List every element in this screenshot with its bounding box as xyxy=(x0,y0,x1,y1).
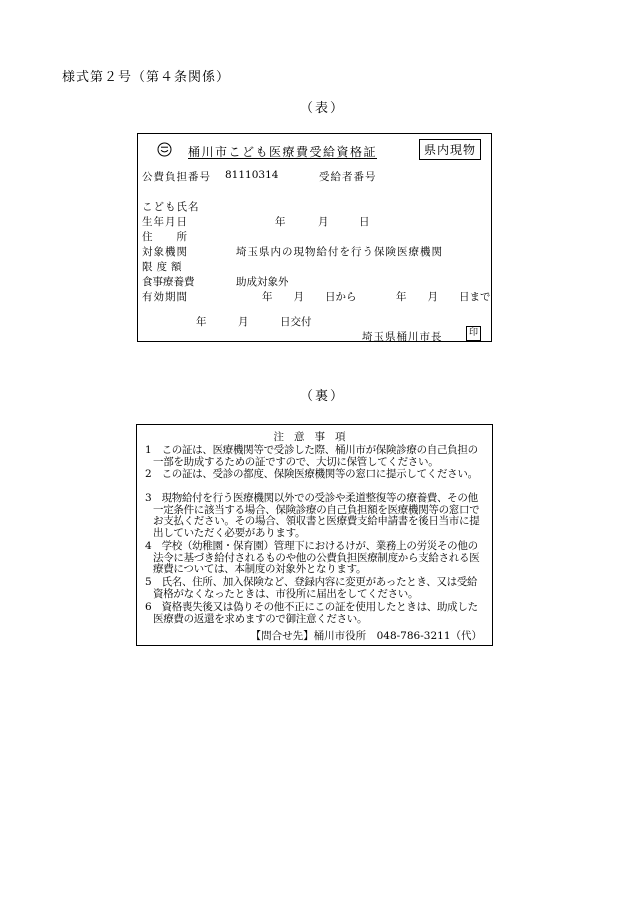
address-label: 住 所 xyxy=(142,231,188,243)
validity-period-from: 年 月 日から xyxy=(262,291,357,303)
child-name-label: こども氏名 xyxy=(142,201,200,213)
qualification-card-front xyxy=(137,133,492,342)
card-title: 桶川市こども医療費受給資格証 xyxy=(188,145,378,159)
target-institution-value: 埼玉県内の現物給付を行う保険医療機関 xyxy=(236,246,443,258)
birth-month-unit: 月 xyxy=(318,216,329,228)
notice-item: 2 この証は、受診の都度、保険医療機関等の窓口に提示してください。 xyxy=(145,468,478,480)
back-side-label: （裏） xyxy=(300,389,346,404)
issue-date: 年 月 日交付 xyxy=(196,316,312,328)
contact-info: 【問合せ先】桶川市役所 048-786-3211（代） xyxy=(250,630,482,642)
burden-number-value: 81110314 xyxy=(225,169,279,181)
meal-cost-value: 助成対象外 xyxy=(236,276,289,288)
notice-heading: 注意事項 xyxy=(273,431,356,443)
notice-item: 4 学校（幼稚園・保育園）管理下におけるけが、業務上の労災その他の法令に基づき給付されるものや他の公費負担医療制度から支給される医療費については、本制度の対象外となります。 xyxy=(145,540,480,575)
recipient-number-label: 受給者番号 xyxy=(319,171,377,183)
birth-day-unit: 日 xyxy=(359,216,370,228)
notice-item: 3 現物給付を行う医療機関以外での受診や柔道整復等の療養費、その他一定条件に該当する場合、保険診療の自己負担額を医療機関等の窓口でお支払ください。その場合、領収書と医療費支給申請書を後日当市に提出していただく必要があります。 xyxy=(145,492,480,539)
city-emblem-icon xyxy=(157,142,172,157)
official-seal: 印 xyxy=(466,326,481,341)
burden-number-label: 公費負担番号 xyxy=(142,171,211,183)
notice-box xyxy=(136,424,493,646)
notice-item: 5 氏名、住所、加入保険など、登録内容に変更があったとき、又は受給資格がなくなったときは、市役所に届出をしてください。 xyxy=(145,576,478,600)
target-institution-label: 対象機関 xyxy=(142,246,188,258)
birth-date-label: 生年月日 xyxy=(142,216,188,228)
birth-year-unit: 年 xyxy=(275,216,286,228)
issuer-mayor: 埼玉県桶川市長 xyxy=(362,331,443,343)
notice-item: 6 資格喪失後又は偽りその他不正にこの証を使用したときは、助成した医療費の返還を求めますので御注意ください。 xyxy=(145,601,478,625)
in-prefecture-badge: 県内現物 xyxy=(419,139,481,160)
limit-amount-label: 限度額 xyxy=(142,261,186,273)
notice-item: 1 この証は、医療機関等で受診した際、桶川市が保険診療の自己負担の一部を助成するための証ですので、大切に保管してください。 xyxy=(145,444,478,468)
validity-period-to: 年 月 日まで xyxy=(396,291,491,303)
meal-cost-label: 食事療養費 xyxy=(142,276,195,288)
validity-period-label: 有効期間 xyxy=(142,291,188,303)
front-side-label: （表） xyxy=(300,101,346,116)
form-title: 様式第２号（第４条関係） xyxy=(62,70,231,85)
